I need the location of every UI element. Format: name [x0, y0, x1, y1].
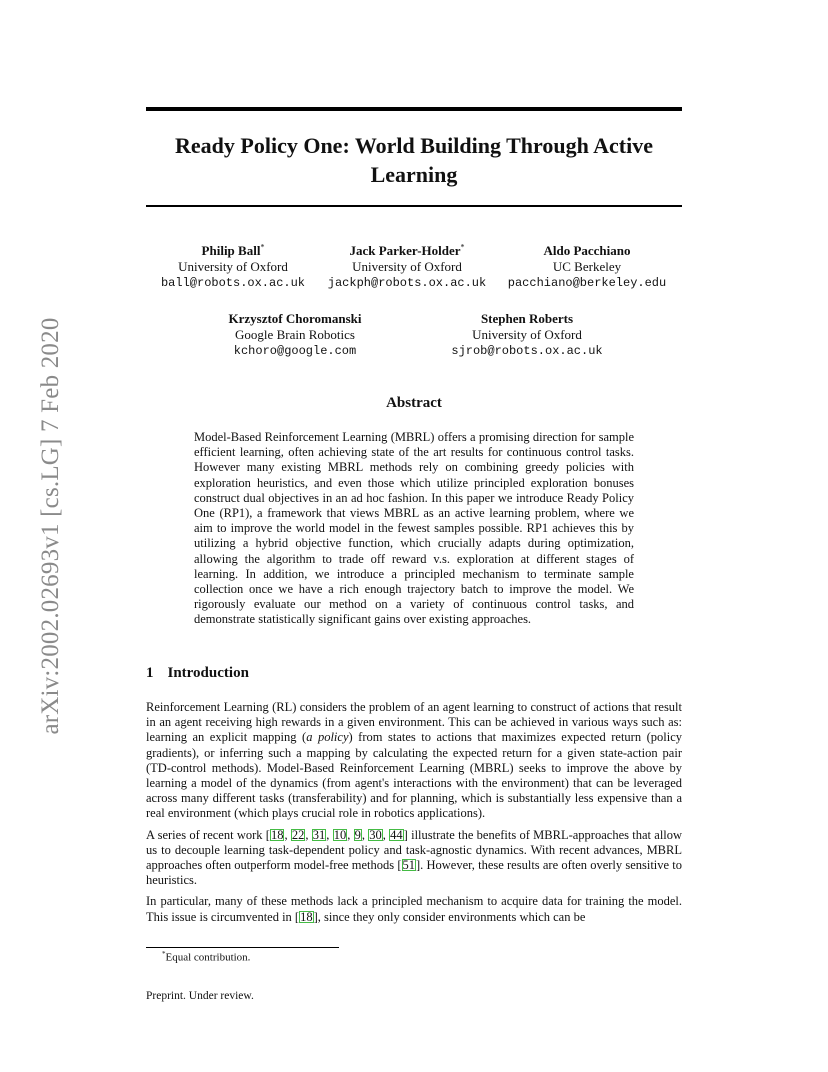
- author-block-roberts: [432, 311, 622, 359]
- citation-link[interactable]: 18: [300, 909, 313, 924]
- footnote-rule: [146, 947, 339, 948]
- equal-contribution-mark: *: [260, 242, 265, 252]
- paper-title: Ready Policy One: World Building Through Active Learning: [175, 133, 653, 187]
- author-block-ball: [138, 243, 328, 291]
- citation-link[interactable]: 31: [312, 827, 326, 842]
- author-affiliation: University of Oxford: [352, 259, 462, 274]
- title-top-rule: [146, 107, 682, 111]
- author-affiliation: Google Brain Robotics: [235, 327, 355, 342]
- author-name: Aldo Pacchiano: [543, 243, 631, 258]
- author-block-choromanski: [200, 311, 390, 359]
- author-email[interactable]: kchoro@google.com: [233, 344, 357, 358]
- citation-link[interactable]: 22: [291, 827, 305, 842]
- section-title: Introduction: [167, 665, 249, 681]
- author-name: Stephen Roberts: [480, 311, 574, 326]
- footnote-mark: *: [162, 950, 166, 958]
- author-block-pacchiano: [493, 243, 681, 291]
- section-heading: [146, 665, 249, 682]
- arxiv-identifier-text: arXiv:2002.02693v1 [cs.LG] 7 Feb 2020: [37, 317, 64, 735]
- paragraph: In particular, many of these methods lack a principled mechanism to acquire data for training the model. This issue is circumvented in [18], since they only consider environments which can be: [146, 894, 682, 924]
- author-email[interactable]: sjrob@robots.ox.ac.uk: [451, 344, 603, 358]
- author-name: Krzysztof Choromanski: [228, 311, 362, 326]
- equal-contribution-mark: *: [460, 242, 465, 252]
- abstract-heading: Abstract: [386, 395, 442, 411]
- author-email[interactable]: jackph@robots.ox.ac.uk: [327, 276, 487, 290]
- citation-link[interactable]: 44: [390, 827, 403, 842]
- citation-link[interactable]: 10: [333, 827, 347, 842]
- citation-link[interactable]: 30: [369, 827, 382, 842]
- section-body: [146, 700, 682, 931]
- paragraph: Reinforcement Learning (RL) considers the problem of an agent learning to construct of actions that result in an agent receiving high rewards in a given environment. This can be achieved in various ways such as: learning an explicit mapping (a policy) from states to actions that maximizes expected return (policy gradients), or inferring such a mapping by calculating the expected return for a given state-action pair (TD-control methods). Model-Based Reinforcement Learning (MBRL) seeks to improve the above by learning a model of the dynamics (from agent's interactions with the environment) that can be leveraged across many different tasks (transferability) and for planning, which is substantially less expensive than a real environment (which plays crucial role in robotics applications).: [146, 700, 682, 821]
- author-affiliation: UC Berkeley: [552, 259, 622, 274]
- author-email[interactable]: ball@robots.ox.ac.uk: [160, 276, 306, 290]
- citation-link[interactable]: 18: [270, 827, 284, 842]
- author-name: Jack Parker-Holder: [349, 243, 461, 258]
- abstract-text: Model-Based Reinforcement Learning (MBRL) offers a promising direction for sample efficient learning, often achieving state of the art results for continuous control tasks. However many existing MBRL methods rely on combining greedy policies with exploration heuristics, and even those which utilize principled exploration bonuses construct dual objectives in an ad hoc fashion. In this paper we introduce Ready Policy One (RP1), a framework that views MBRL as an active learning problem, where we aim to improve the world model in the fewest samples possible. RP1 achieves this by utilizing a hybrid objective function, which crucially adapts during optimization, allowing the algorithm to trade off reward v.s. exploration at different stages of learning. In addition, we introduce a principled mechanism to terminate sample collection once we have a rich enough trajectory batch to improve the model. We rigorously evaluate our method on a variety of continuous control tasks, and demonstrate statistically significant gains over existing approaches.: [194, 430, 634, 627]
- author-name: Philip Ball: [201, 243, 261, 258]
- citation-link[interactable]: 9: [354, 827, 361, 842]
- footnote-text: Equal contribution.: [165, 951, 251, 964]
- arxiv-identifier: [36, 296, 66, 756]
- citation-link[interactable]: 51: [402, 858, 415, 873]
- footnote: [162, 950, 250, 964]
- preprint-note: Preprint. Under review.: [146, 990, 254, 1002]
- author-affiliation: University of Oxford: [178, 259, 288, 274]
- author-email[interactable]: pacchiano@berkeley.edu: [507, 276, 667, 290]
- title-bottom-rule: [146, 205, 682, 207]
- author-affiliation: University of Oxford: [472, 327, 582, 342]
- author-block-parker-holder: [317, 243, 497, 291]
- paragraph: A series of recent work [18, 22, 31, 10, 9, 30, 44] illustrate the benefits of MBRL-approaches that allow us to decouple learning task-dependent policy and task-agnostic dynamics. With recent advances, MBRL approaches often outperform model-free methods [51]. However, these results are often overly sensitive to heuristics.: [146, 827, 683, 888]
- emphasis: a policy: [306, 730, 349, 745]
- section-number: 1: [146, 665, 154, 681]
